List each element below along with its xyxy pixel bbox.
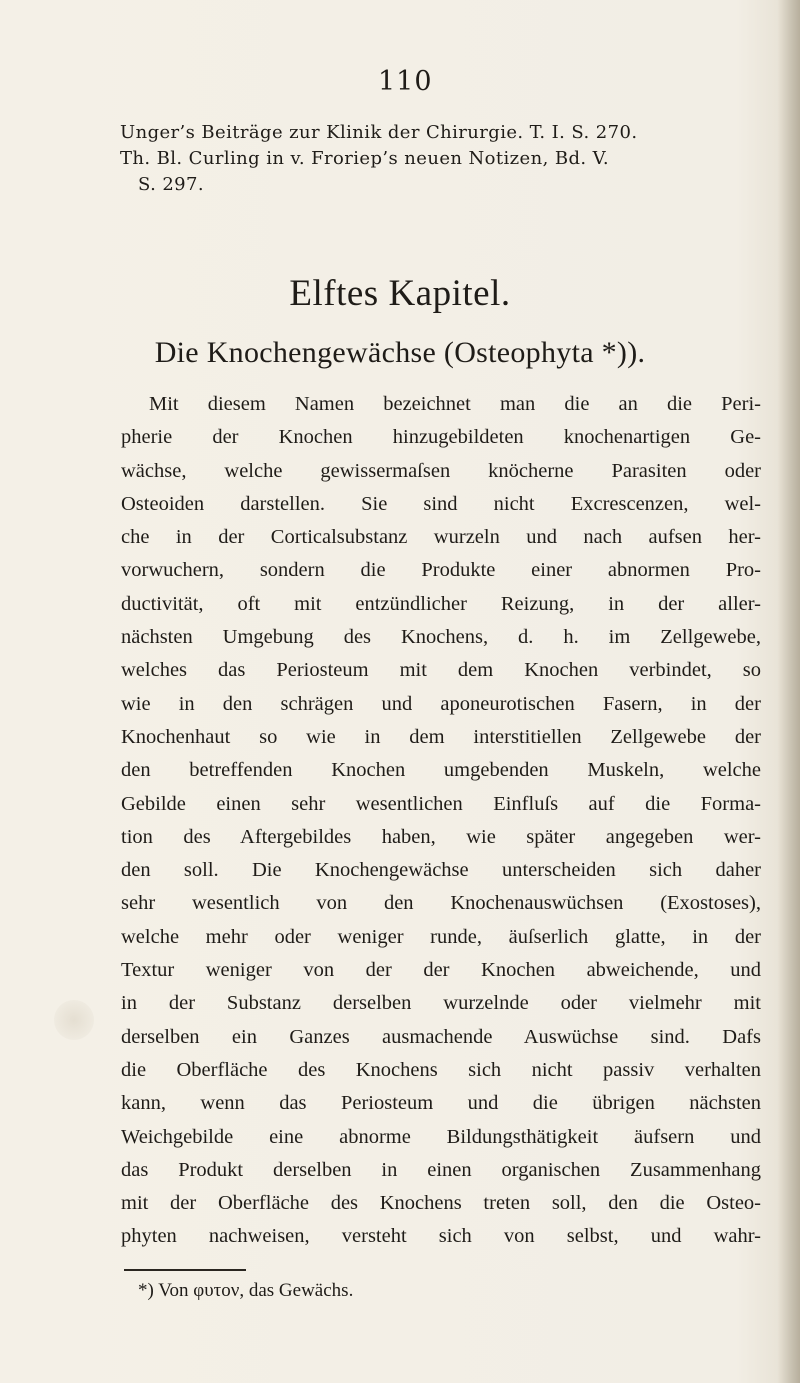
- body-line: den soll. Die Knochengewächse unterscheiden sich daher: [121, 859, 761, 882]
- body-line: in der Substanz derselben wurzelnde oder vielmehr mit: [121, 992, 761, 1015]
- body-line: tion des Aftergebildes haben, wie später angegeben wer-: [121, 825, 761, 848]
- body-line: vorwuchern, sondern die Produkte einer abnormen Pro-: [121, 559, 761, 582]
- body-line: die Oberfläche des Knochens sich nicht passiv verhalten: [121, 1058, 761, 1081]
- body-line: Knochenhaut so wie in dem interstitiellen Zellgewebe der: [121, 725, 761, 748]
- footnote-rule: [124, 1269, 246, 1271]
- body-line: nächsten Umgebung des Knochens, d. h. im Zellgewebe,: [121, 626, 761, 649]
- body-line: ductivität, oft mit entzündlicher Reizung, in der aller-: [121, 592, 761, 615]
- body-line: phyten nachweisen, versteht sich von selbst, und wahr-: [121, 1225, 761, 1248]
- body-line: kann, wenn das Periosteum und die übrigen nächsten: [121, 1092, 761, 1115]
- body-line: welches das Periosteum mit dem Knochen verbindet, so: [121, 659, 761, 682]
- body-line: derselben ein Ganzes ausmachende Auswüchse sind. Dafs: [121, 1025, 761, 1048]
- body-text: [121, 388, 761, 1254]
- body-line: wie in den schrägen und aponeurotischen Fasern, in der: [121, 692, 761, 715]
- paper-stain: [54, 1000, 94, 1040]
- body-line: wächse, welche gewissermaſsen knöcherne Parasiten oder: [121, 459, 761, 482]
- section-title: Die Knochengewächse (Osteophyta *)).: [154, 336, 646, 369]
- reference-block: [120, 120, 760, 198]
- body-line: Textur weniger von der der Knochen abweichende, und: [121, 959, 761, 982]
- chapter-title: Elftes Kapitel.: [289, 273, 511, 314]
- body-line: Weichgebilde eine abnorme Bildungsthätigkeit äufsern und: [121, 1125, 761, 1148]
- reference-line: Th. Bl. Curling in v. Froriep’s neuen Notizen, Bd. V.: [120, 148, 610, 169]
- body-line: mit der Oberfläche des Knochens treten soll, den die Osteo-: [121, 1192, 761, 1215]
- body-line: pherie der Knochen hinzugebildeten knochenartigen Ge-: [121, 426, 761, 449]
- body-line: das Produkt derselben in einen organischen Zusammenhang: [121, 1158, 761, 1181]
- footnote: *) Von φυτον, das Gewächs.: [138, 1280, 354, 1301]
- body-line: welche mehr oder weniger runde, äuſserlich glatte, in der: [121, 925, 761, 948]
- body-line: sehr wesentlich von den Knochenauswüchsen (Exostoses),: [121, 892, 761, 915]
- reference-line: Unger’s Beiträge zur Klinik der Chirurgie. T. I. S. 270.: [120, 122, 638, 143]
- body-line: che in der Corticalsubstanz wurzeln und nach aufsen her-: [121, 526, 761, 549]
- body-line: Gebilde einen sehr wesentlichen Einfluſs auf die Forma-: [121, 792, 761, 815]
- reference-line: S. 297.: [138, 174, 205, 195]
- page-number: 110: [378, 66, 433, 97]
- body-line: den betreffenden Knochen umgebenden Muskeln, welche: [121, 759, 761, 782]
- body-line: Mit diesem Namen bezeichnet man die an die Peri-: [149, 393, 761, 415]
- page-edge-shadow: [778, 0, 800, 1383]
- body-line: Osteoiden darstellen. Sie sind nicht Excrescenzen, wel-: [121, 492, 761, 515]
